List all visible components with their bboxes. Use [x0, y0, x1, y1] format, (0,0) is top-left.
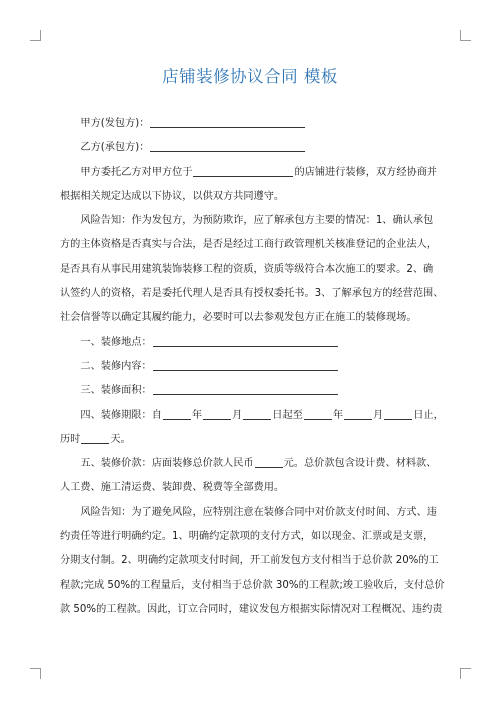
price-blank — [255, 466, 283, 468]
entrust-line-2: 根据相关规定达成以下协议，以供双方共同遵守。 — [60, 190, 285, 202]
item1-label: 一、装修地点： — [80, 336, 152, 348]
party-b-blank — [150, 150, 305, 152]
item5-line-1 — [60, 452, 440, 476]
location-blank — [193, 175, 293, 177]
entrust-line-1 — [60, 161, 440, 185]
item2-line — [60, 355, 440, 379]
crop-mark-top-left — [30, 30, 41, 41]
start-month-blank — [203, 418, 231, 420]
party-a-blank — [150, 126, 305, 128]
item3-blank — [153, 393, 338, 395]
party-b-line — [60, 136, 440, 160]
item3-line — [60, 379, 440, 403]
item1-line — [60, 331, 440, 355]
item3-label: 三、装修面积： — [80, 385, 152, 397]
start-year-blank — [163, 418, 191, 420]
item4-line-1 — [60, 404, 444, 428]
item1-blank — [153, 345, 338, 347]
risk2-line-4: 程款;完成 50%的工程量后，支付相当于总价款 30%的工程款;竣工验收后，支付总价 — [60, 579, 445, 591]
end-day-blank — [384, 418, 412, 420]
month-text-1: 月 — [232, 409, 243, 421]
page-title: 店铺装修协议合同 模板 — [162, 67, 338, 86]
duration-blank — [81, 442, 109, 444]
item2-label: 二、装修内容： — [80, 360, 152, 372]
entrust-text-1: 甲方委托乙方对甲方位于 — [80, 166, 193, 178]
party-b-label: 乙方(承包方)： — [80, 142, 150, 154]
year-text-1: 年 — [191, 409, 203, 421]
duration-prefix: 历时 — [60, 433, 81, 445]
risk1-line-2: 方的主体资格是否真实与合法，是否是经过工商行政管理机关核准登记的企业法人， — [60, 239, 437, 251]
end-year-blank — [304, 418, 332, 420]
party-a-label: 甲方(发包方)： — [80, 118, 150, 129]
day-to-text: 日止， — [413, 409, 444, 421]
duration-suffix: 天。 — [110, 433, 131, 445]
item5-line-2: 人工费、施工清运费、装卸费、税费等全部费用。 — [60, 482, 285, 494]
risk1-line-4: 认签约人的资格，若是委托代理人是否具有授权委托书。3、了解承包方的经营范围、 — [60, 288, 444, 300]
item4-label: 四、装修期限：自 — [80, 409, 162, 421]
end-month-blank — [344, 418, 372, 420]
start-day-blank — [243, 418, 271, 420]
item5-text-2: 元。总价款包含设计费、材料款、 — [283, 458, 437, 470]
risk2-line-5: 款 50%的工程款。因此，订立合同时，建议发包方根据实际情况对工程概况、违约责 — [60, 603, 443, 615]
risk1-line-1: 风险告知：作为发包方，为预防欺诈，应了解承包方主要的情况：1、确认承包 — [80, 215, 434, 227]
crop-mark-bottom-left — [30, 668, 41, 679]
risk2-line-1: 风险告知：为了避免风险，应特别注意在装修合同中对价款支付时间、方式、违 — [80, 506, 437, 518]
day-from-text: 日起至 — [272, 409, 303, 421]
risk1-line-5: 社会信誉等以确定其履约能力，必要时可以去参观发包方正在施工的装修现场。 — [60, 312, 417, 324]
party-a-line — [60, 112, 440, 136]
risk2-line-2: 约责任等进行明确约定。1、明确约定款项的支付方式，如以现金、汇票或是支票， — [60, 531, 434, 543]
item5-text-1: 五、装修价款：店面装修总价款人民币 — [80, 458, 254, 470]
risk1-line-3: 是否具有从事民用建筑装饰装修工程的资质，资质等级符合本次施工的要求。2、确 — [60, 263, 434, 275]
month-text-2: 月 — [373, 409, 384, 421]
year-text-2: 年 — [332, 409, 344, 421]
item4-line-2 — [60, 428, 440, 452]
entrust-text-2: 的店铺进行装修，双方经协商并 — [294, 166, 438, 178]
item2-blank — [153, 369, 338, 371]
document-body — [60, 112, 445, 622]
risk2-line-3: 分期支付制。2、明确约定款项支付时间，开工前发包方支付相当于总价款 20%的工 — [60, 555, 439, 567]
crop-mark-top-right — [460, 30, 471, 41]
crop-mark-bottom-right — [460, 668, 471, 679]
